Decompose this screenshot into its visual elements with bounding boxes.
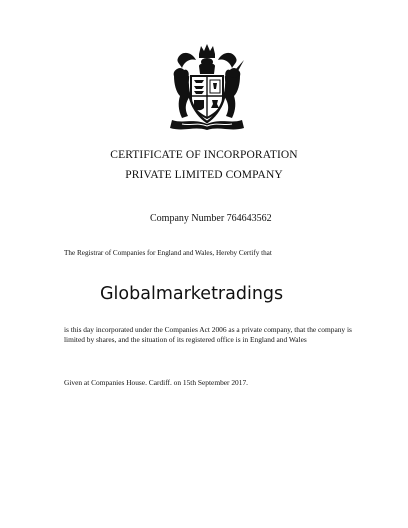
certificate-subtitle: PRIVATE LIMITED COMPANY: [125, 169, 283, 181]
issue-statement: Given at Companies House. Cardiff. on 15th September 2017.: [64, 378, 248, 387]
royal-coat-of-arms-icon: [168, 40, 246, 132]
registrar-statement: The Registrar of Companies for England and Wales, Hereby Certify that: [64, 249, 272, 257]
certificate-title: CERTIFICATE OF INCORPORATION: [110, 149, 298, 161]
company-name: Globalmarketradings: [100, 284, 284, 304]
company-number: Company Number 764643562: [150, 213, 272, 224]
incorporation-statement: is this day incorporated under the Companies Act 2006 as a private company, that the company is limited by shares, and the situation of its registered office is in England and Wales: [64, 325, 352, 344]
